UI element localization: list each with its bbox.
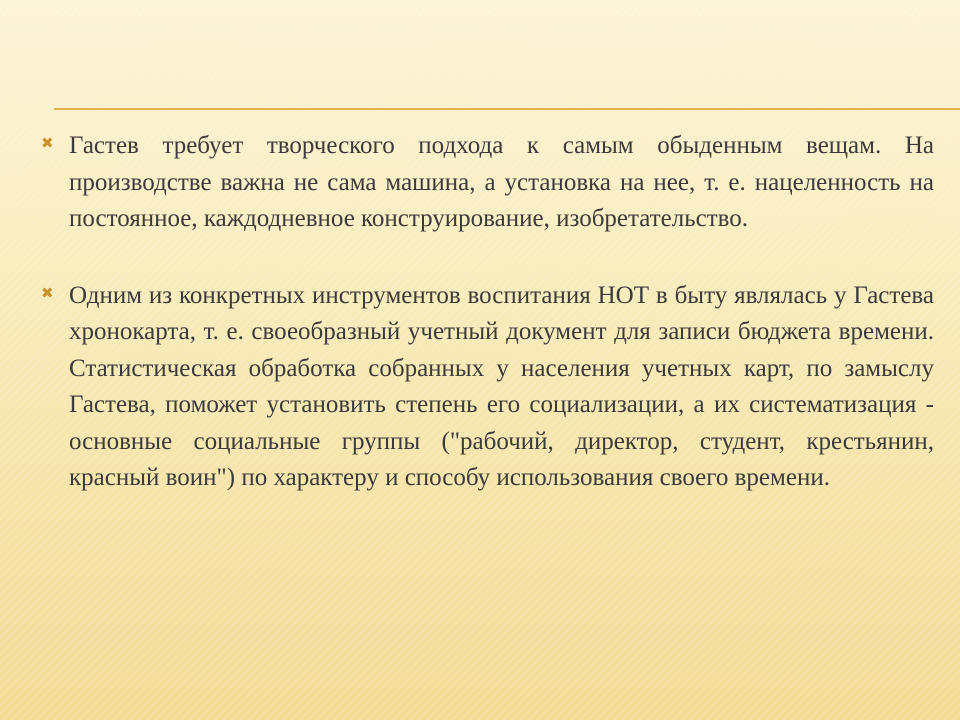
bullet-item (40, 278, 934, 497)
bullet-cross-icon: ✖ (41, 134, 54, 152)
bullet-text: Гастев требует творческого подхода к самым обыденным вещам. На производстве важна не сама машина, а установка на нее, т. е. нацеленность на постоянное, каждодневное конструирование, изобретательство. (69, 132, 934, 232)
bullet-text: Одним из конкретных инструментов воспитания НОТ в быту являлась у Гастева хронокарта, т. е. своеобразный учетный документ для записи бюджета времени. Статистическая обработка собранных у населения учетных карт, по замыслу Гастева, поможет установить степень его социализации, а их систематизация - основные социальные группы ("рабочий, директор, студент, крестьянин, красный воин") по характеру и способу использования своего времени. (69, 281, 934, 491)
title-divider-line (54, 108, 960, 110)
bullet-item (40, 128, 934, 238)
bullet-cross-icon: ✖ (41, 283, 54, 302)
slide-content (40, 128, 934, 497)
